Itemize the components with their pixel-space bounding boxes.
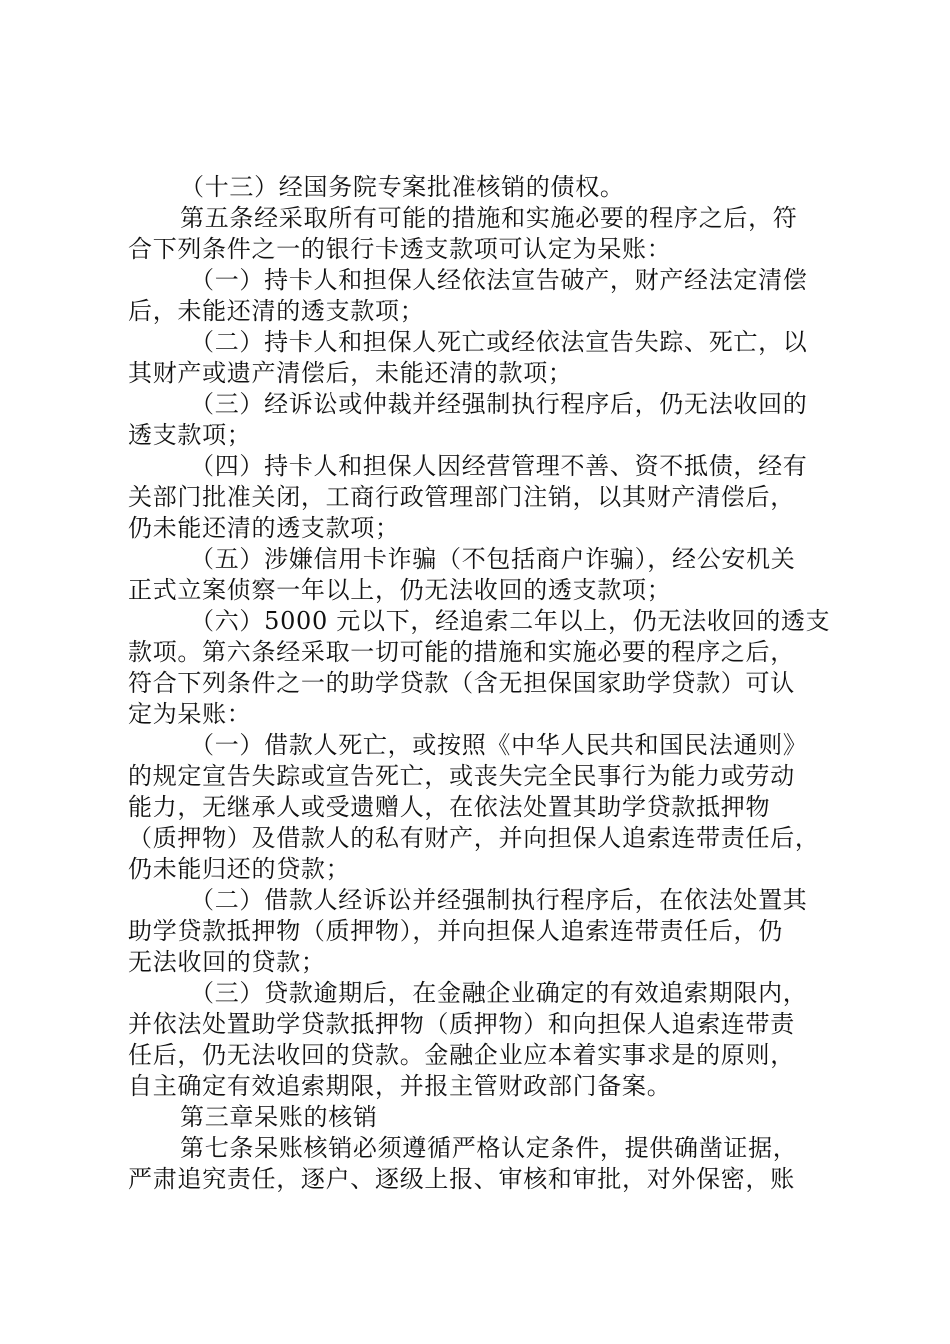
- text-line: 仍未能还清的透支款项；: [128, 514, 400, 542]
- text-line: （五）涉嫌信用卡诈骗（不包括商户诈骗），经公安机关: [190, 545, 796, 573]
- text-line: 后，未能还清的透支款项；: [128, 297, 425, 325]
- text-line: 透支款项；: [128, 421, 252, 449]
- text-line: 能力，无继承人或受遗赠人，在依法处置其助学贷款抵押物: [128, 793, 771, 821]
- text-line: 合下列条件之一的银行卡透支款项可认定为呆账：: [128, 235, 672, 263]
- text-line: 第七条呆账核销必须遵循严格认定条件，提供确凿证据，: [180, 1134, 798, 1162]
- text-line: 其财产或遗产清偿后，未能还清的款项；: [128, 359, 573, 387]
- text-line: 正式立案侦察一年以上，仍无法收回的透支款项；: [128, 576, 672, 604]
- text-line: 任后，仍无法收回的贷款。金融企业应本着实事求是的原则，: [128, 1041, 795, 1069]
- text-line: （三）贷款逾期后，在金融企业确定的有效追索期限内，: [190, 979, 808, 1007]
- document-body: [128, 172, 834, 1195]
- text-line: 自主确定有效追索期限，并报主管财政部门备案。: [128, 1072, 672, 1100]
- text-line: 第五条经采取所有可能的措施和实施必要的程序之后，符: [180, 204, 798, 232]
- text-line: 助学贷款抵押物（质押物），并向担保人追索连带责任后，仍: [128, 917, 783, 945]
- text-line: 无法收回的贷款；: [128, 948, 326, 976]
- text-line: （三）经诉讼或仲裁并经强制执行程序后，仍无法收回的: [190, 390, 808, 418]
- text-line: （二）持卡人和担保人死亡或经依法宣告失踪、死亡，以: [190, 328, 808, 356]
- text-line: 款项。第六条经采取一切可能的措施和实施必要的程序之后，: [128, 638, 795, 666]
- text-line: 定为呆账：: [128, 700, 252, 728]
- text-line: （二）借款人经诉讼并经强制执行程序后，在依法处置其: [190, 886, 808, 914]
- text-line: 的规定宣告失踪或宣告死亡，或丧失完全民事行为能力或劳动: [128, 762, 795, 790]
- text-line: （十三）经国务院专案批准核销的债权。: [180, 173, 625, 201]
- text-line: （六）5000 元以下，经追索二年以上，仍无法收回的透支: [190, 607, 831, 635]
- text-line: （一）持卡人和担保人经依法宣告破产，财产经法定清偿: [190, 266, 808, 294]
- text-line: 并依法处置助学贷款抵押物（质押物）和向担保人追索连带责: [128, 1010, 795, 1038]
- text-line: （一）借款人死亡，或按照《中华人民共和国民法通则》: [190, 731, 808, 759]
- text-line: （质押物）及借款人的私有财产，并向担保人追索连带责任后，: [128, 824, 820, 852]
- text-line: （四）持卡人和担保人因经营管理不善、资不抵债，经有: [190, 452, 808, 480]
- text-line: 仍未能归还的贷款；: [128, 855, 351, 883]
- chapter-heading: 第三章呆账的核销: [180, 1103, 378, 1131]
- text-line: 符合下列条件之一的助学贷款（含无担保国家助学贷款）可认: [128, 669, 795, 697]
- text-line: 关部门批准关闭，工商行政管理部门注销，以其财产清偿后，: [128, 483, 795, 511]
- text-line: 严肃追究责任，逐户、逐级上报、审核和审批，对外保密，账: [128, 1165, 795, 1193]
